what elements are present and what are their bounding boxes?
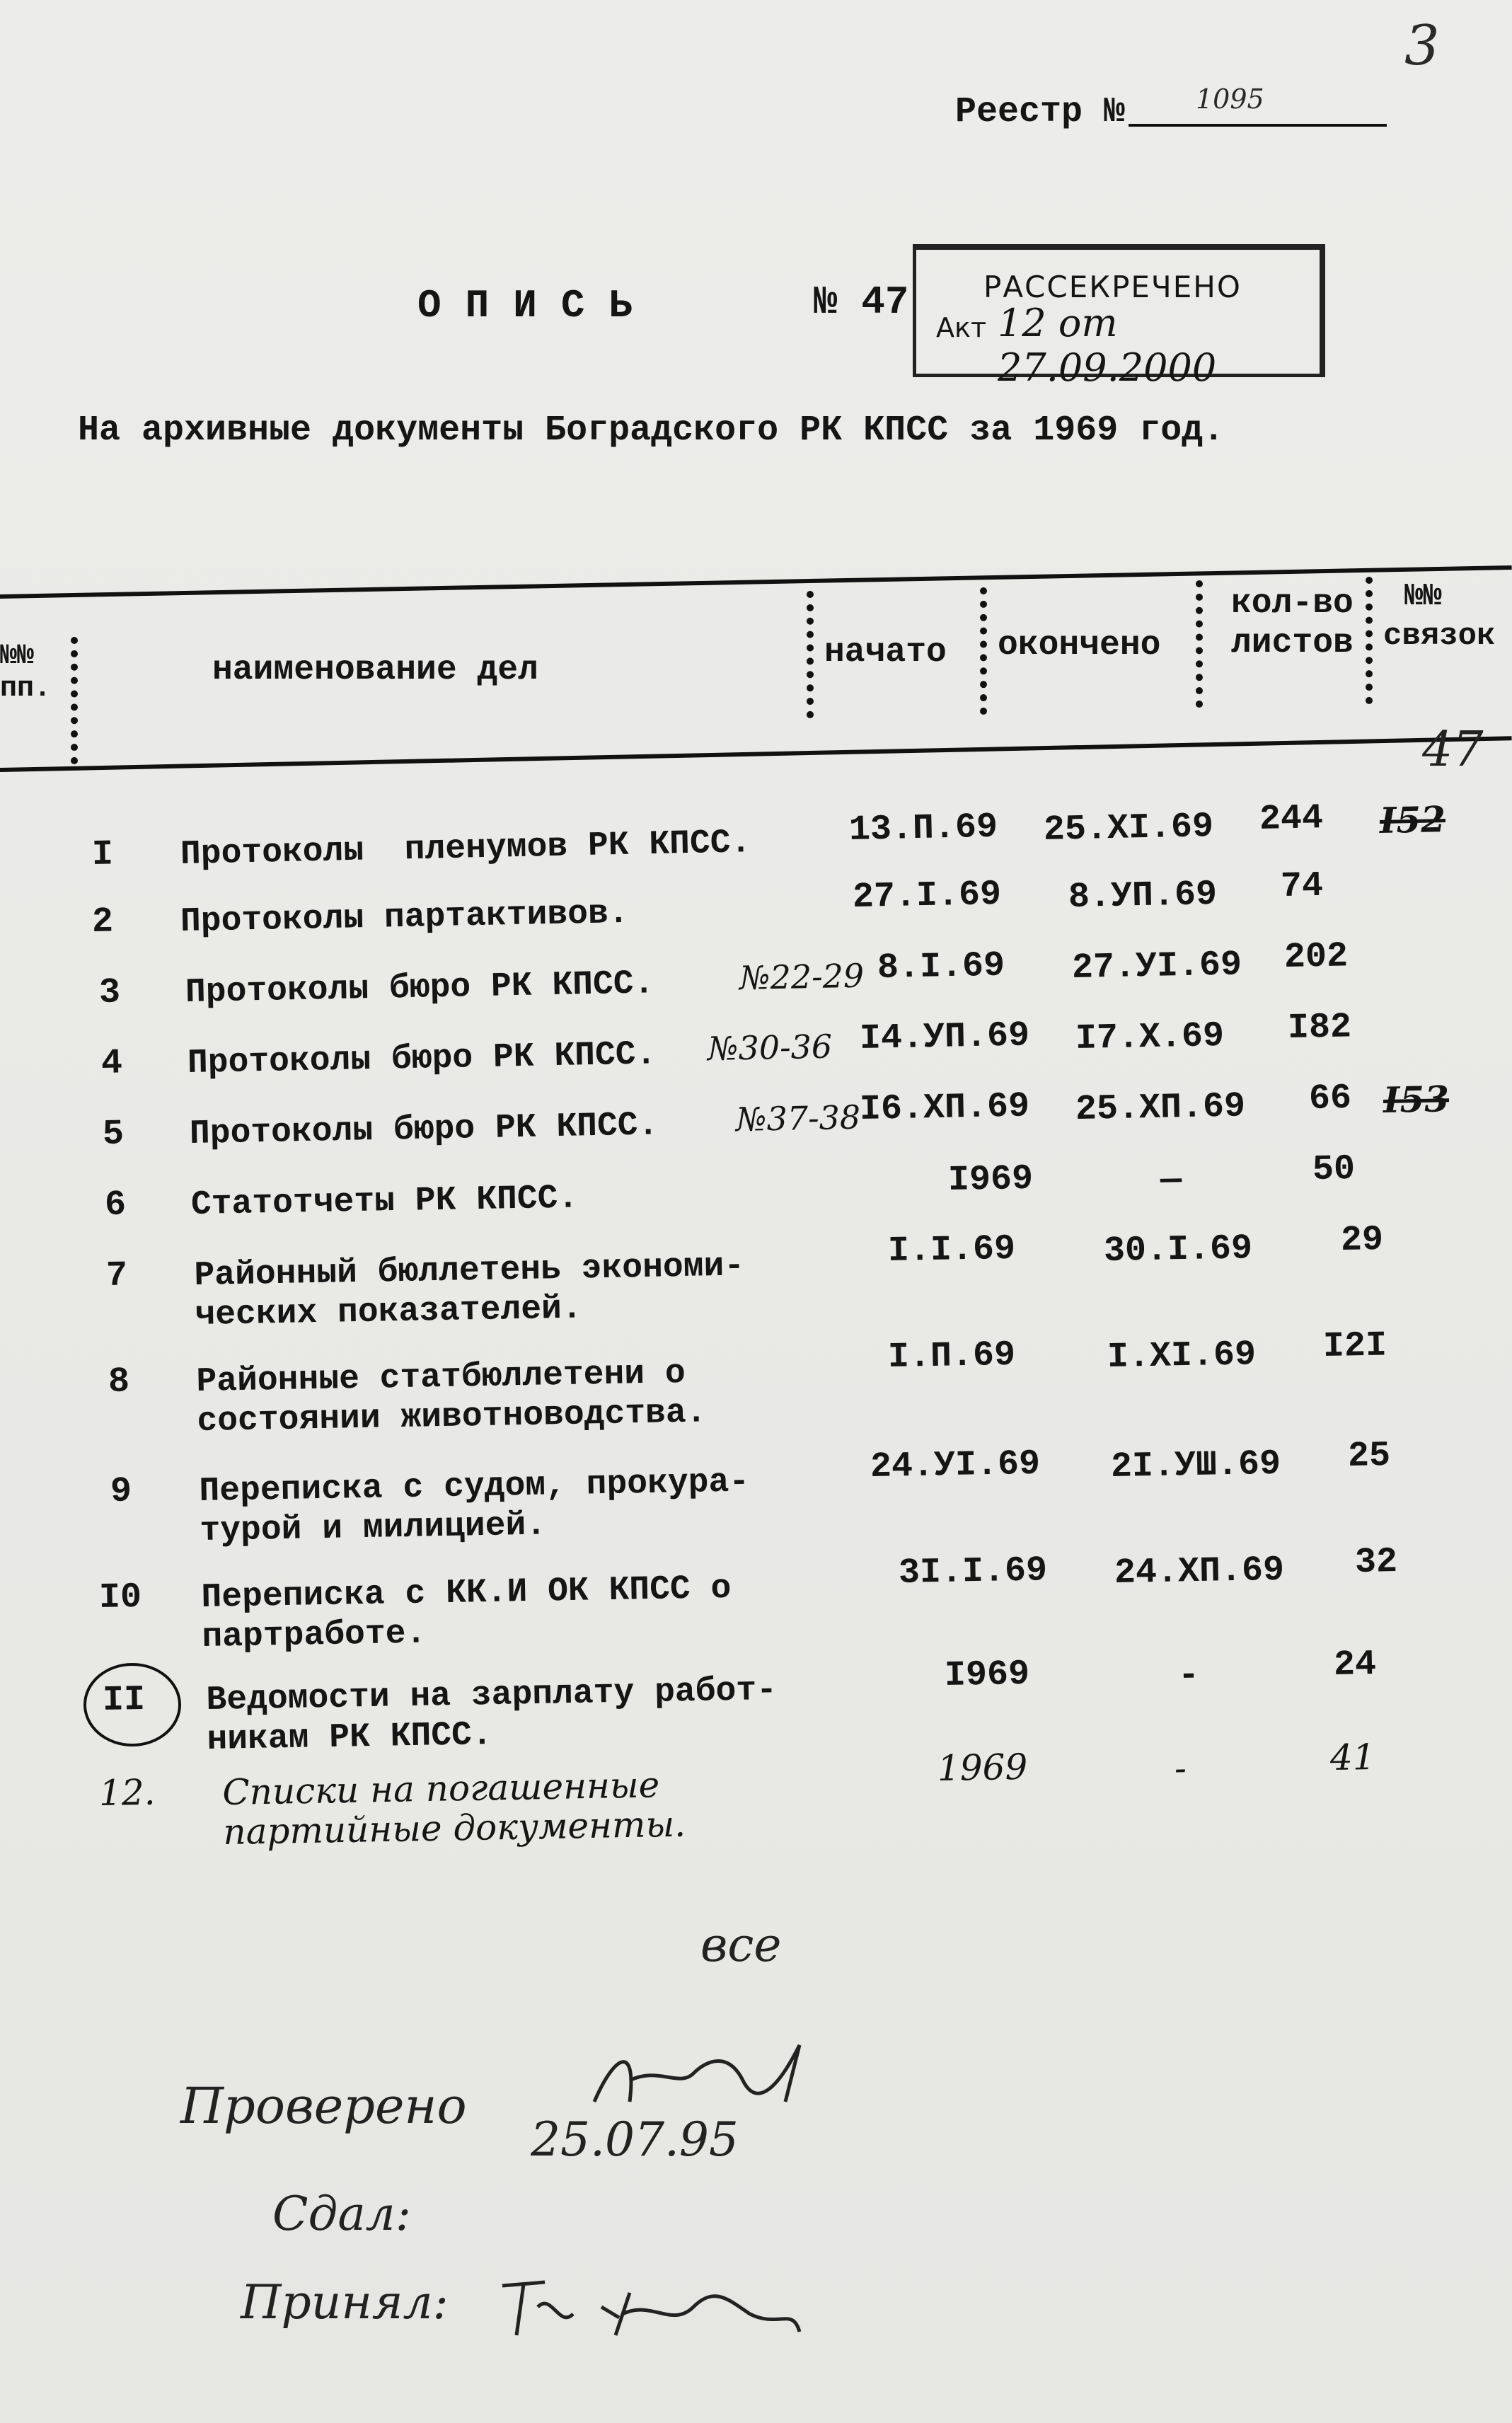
row-sheet-count: 32 xyxy=(1354,1541,1398,1583)
row-number: 6 xyxy=(104,1185,127,1226)
row-sheet-count: 66 xyxy=(1308,1078,1352,1120)
row-number: I0 xyxy=(98,1577,142,1618)
row-sheet-count: 202 xyxy=(1283,936,1349,978)
row-bundle-number: I53 xyxy=(1383,1078,1450,1121)
bundle-number-handwritten: 47 xyxy=(1422,722,1484,778)
row-handwritten-note: №22-29 xyxy=(739,956,865,997)
row-start-date: 13.П.69 xyxy=(848,807,998,851)
registry-label: Реестр № xyxy=(955,92,1126,132)
column-divider xyxy=(980,587,994,715)
row-start-date: 24.УI.69 xyxy=(870,1444,1041,1487)
document-subtitle: На архивные документы Боградского РК КПСС за 1969 год. xyxy=(78,410,1225,451)
row-title: Протоколы пленумов РК КПСС. xyxy=(180,824,751,874)
column-divider xyxy=(1366,577,1380,704)
stamp-act-value: 12 от 27.09.2000 xyxy=(998,301,1217,390)
row-bundle-number: I52 xyxy=(1379,798,1446,841)
row-start-date: I969 xyxy=(947,1158,1034,1201)
row-end-date: — xyxy=(1160,1160,1182,1201)
row-end-date: I.XI.69 xyxy=(1107,1335,1257,1378)
row-title: Районные статбюллетени о состоянии животноводства. xyxy=(196,1354,707,1441)
footer-checked: Проверено xyxy=(180,2077,467,2135)
row-title: Статотчеты РК КПСС. xyxy=(190,1179,579,1224)
row-start-date: I6.XП.69 xyxy=(859,1086,1030,1130)
row-number: 8 xyxy=(108,1362,130,1403)
registry-underline xyxy=(1129,124,1387,127)
row-handwritten-note: №37-38 xyxy=(735,1098,861,1139)
column-header-end: окончено xyxy=(998,626,1161,664)
row-number: 4 xyxy=(100,1043,123,1084)
row-end-date: 30.I.69 xyxy=(1103,1228,1253,1272)
row-title: Списки на погашенные партийные документы. xyxy=(222,1764,686,1853)
header-bottom-rule xyxy=(0,736,1512,772)
column-divider xyxy=(71,637,85,764)
row-title: Переписка с КК.И ОК КПСС о партработе. xyxy=(201,1569,732,1657)
row-number: 7 xyxy=(105,1255,128,1296)
row-title: Переписка с судом, прокура- турой и милицией. xyxy=(199,1463,750,1550)
row-sheet-count: I2I xyxy=(1322,1325,1387,1367)
row-end-date: 25.XП.69 xyxy=(1075,1086,1246,1130)
inventory-number: № 47 xyxy=(814,280,909,325)
row-end-date: 25.XI.69 xyxy=(1043,806,1214,851)
declassified-stamp xyxy=(913,244,1325,390)
receiver-signature xyxy=(495,2264,807,2349)
row-title: Протоколы бюро РК КПСС. xyxy=(185,965,654,1012)
footer-all: все xyxy=(700,1918,782,1972)
row-number: I xyxy=(91,834,114,875)
row-number: II xyxy=(102,1679,146,1721)
row-number: 2 xyxy=(91,902,114,943)
row-start-date: 27.I.69 xyxy=(852,874,1002,918)
row-sheet-count: 24 xyxy=(1333,1644,1377,1686)
row-start-date: 8.I.69 xyxy=(877,945,1005,989)
row-start-date: I4.УП.69 xyxy=(859,1015,1030,1059)
row-start-date: 1969 xyxy=(937,1746,1028,1789)
footer-handed: Сдал: xyxy=(272,2187,411,2241)
row-title: Протоколы бюро РК КПСС. xyxy=(189,1106,659,1153)
row-number: 3 xyxy=(98,972,121,1013)
column-header-no: №№ пп. xyxy=(0,640,52,705)
row-title: Протоколы бюро РК КПСС. xyxy=(187,1035,657,1083)
row-title: Протоколы партактивов. xyxy=(180,894,630,941)
row-sheet-count: 29 xyxy=(1340,1219,1384,1261)
row-handwritten-note: №30-36 xyxy=(707,1027,833,1068)
row-end-date: 24.XП.69 xyxy=(1114,1550,1285,1594)
row-number: 9 xyxy=(110,1471,132,1512)
stamp-act-label: Акт xyxy=(936,312,987,343)
footer-received: Принял: xyxy=(241,2275,449,2330)
document-title: ОПИСЬ xyxy=(417,283,657,328)
column-header-start: начато xyxy=(824,633,947,672)
row-end-date: - xyxy=(1177,1655,1200,1696)
column-header-sheets: кол-во листов xyxy=(1231,585,1354,662)
registry-number: 1095 xyxy=(1196,84,1264,115)
column-header-name: наименование дел xyxy=(212,651,538,689)
row-title: Ведомости на зарплату работ- никам РК КПСС. xyxy=(206,1671,778,1759)
row-end-date: I7.X.69 xyxy=(1075,1015,1225,1059)
row-number: 5 xyxy=(102,1114,125,1155)
row-end-date: 8.УП.69 xyxy=(1068,874,1218,918)
row-start-date: I.I.69 xyxy=(887,1228,1016,1272)
row-number-circle xyxy=(83,1663,181,1746)
row-start-date: I969 xyxy=(944,1654,1030,1696)
row-sheet-count: 41 xyxy=(1329,1736,1376,1778)
row-start-date: 3I.I.69 xyxy=(898,1550,1048,1594)
row-sheet-count: 25 xyxy=(1347,1435,1391,1477)
column-divider xyxy=(1196,580,1210,708)
footer-date: 25.07.95 xyxy=(531,2112,739,2167)
row-sheet-count: 74 xyxy=(1280,865,1324,907)
signature xyxy=(587,2038,842,2123)
row-number: 12. xyxy=(98,1771,156,1814)
row-sheet-count: 50 xyxy=(1312,1149,1356,1190)
row-end-date: - xyxy=(1174,1747,1187,1789)
row-end-date: 27.УI.69 xyxy=(1071,945,1242,989)
page-number: 3 xyxy=(1404,14,1440,78)
row-title: Районный бюллетень экономи- ческих показателей. xyxy=(194,1247,745,1335)
row-start-date: I.П.69 xyxy=(887,1335,1016,1378)
stamp-heading: РАССЕКРЕЧЕНО xyxy=(983,270,1242,304)
row-sheet-count: I82 xyxy=(1287,1007,1352,1049)
column-divider xyxy=(807,591,821,718)
row-sheet-count: 244 xyxy=(1259,798,1324,840)
row-end-date: 2I.УШ.69 xyxy=(1110,1444,1281,1487)
column-header-bundle: №№ связок xyxy=(1383,579,1496,654)
